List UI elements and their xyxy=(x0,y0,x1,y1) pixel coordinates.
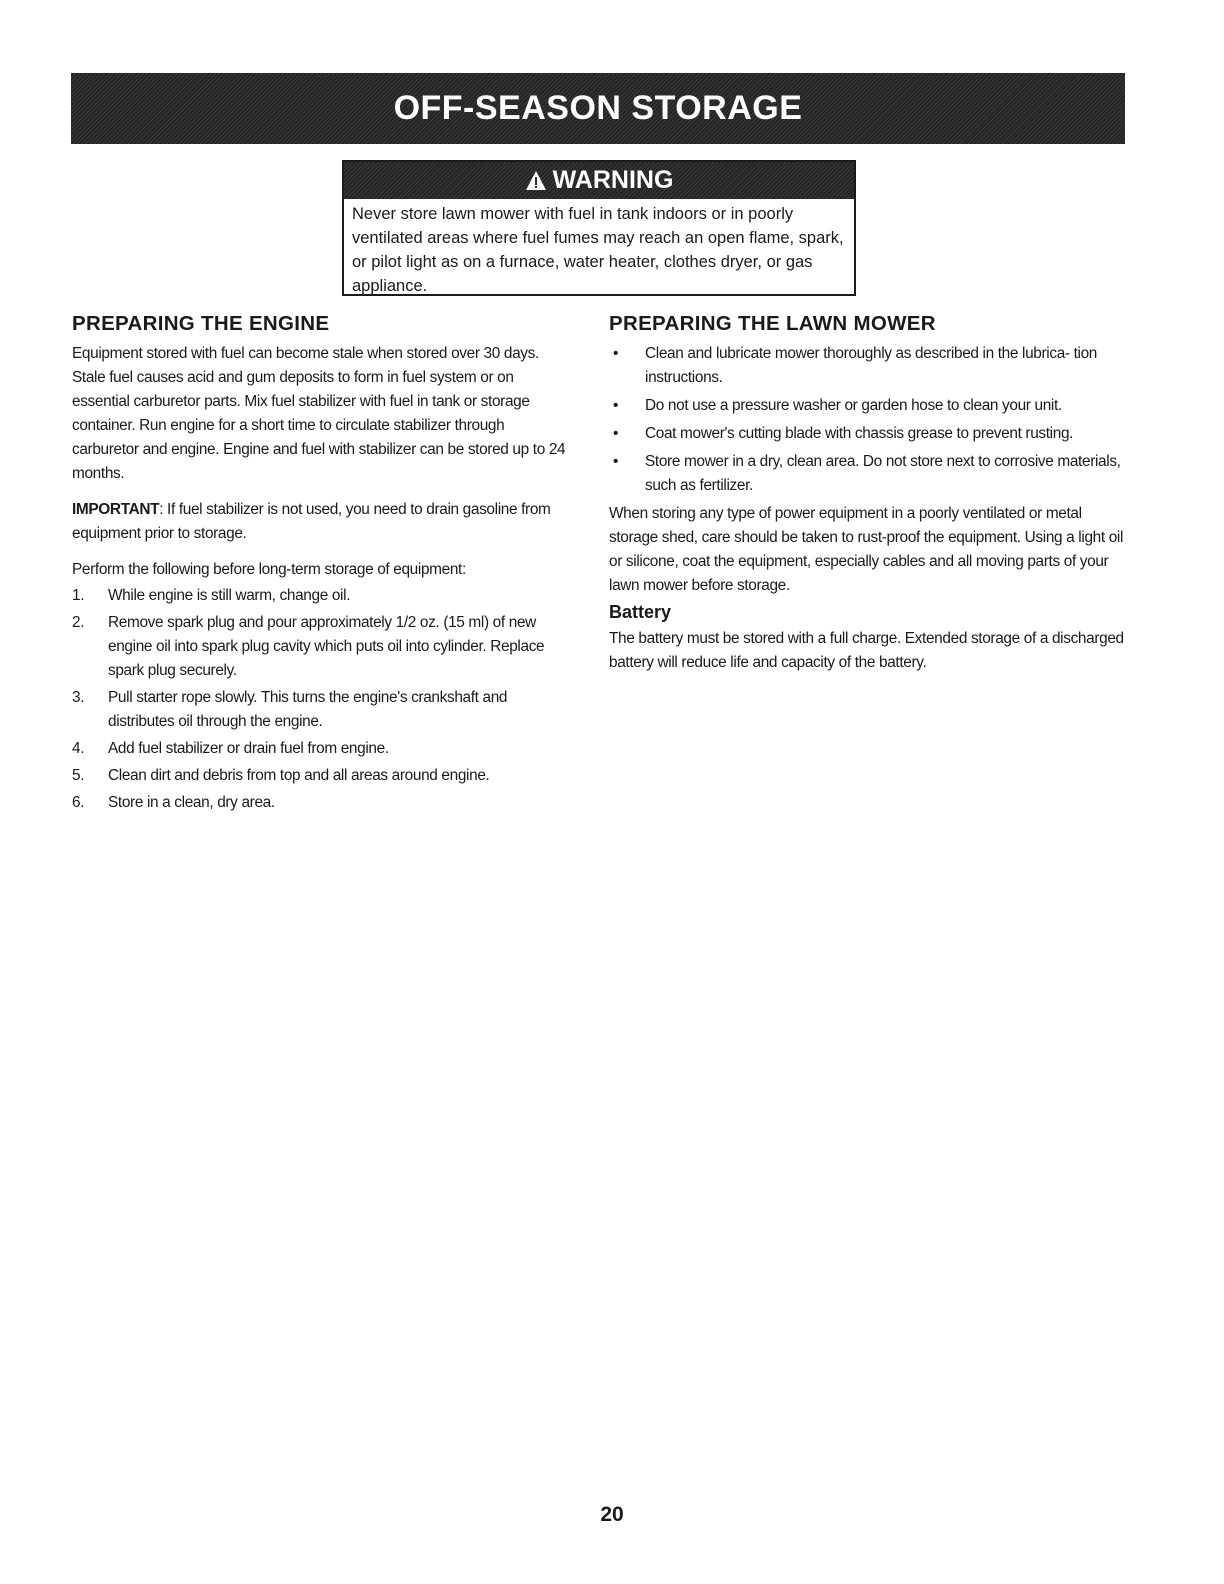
page-title: OFF-SEASON STORAGE xyxy=(393,89,803,127)
important-text: : If fuel stabilizer is not used, you need to drain gasoline from equipment prior to storage. xyxy=(72,501,551,542)
storage-text: When storing any type of power equipment in a poorly ventilated or metal storage shed, care should be taken to rust-proof the equipment. Using a light oil or silicone, coat the equipment, especially cables and all moving parts of your lawn mower before storage. xyxy=(609,505,1124,594)
mower-bullets-list xyxy=(609,342,1129,498)
bullet-icon: • xyxy=(613,453,619,470)
engine-steps-list xyxy=(72,584,572,815)
step-item xyxy=(72,791,572,815)
warning-text: Never store lawn mower with fuel in tank indoors or in poorly ventilated areas where fuel fumes may reach an open flame, spark, or pilot light as on a furnace, water heater, clothes dryer, or gas appliance. xyxy=(352,205,844,295)
step-text: Pull starter rope slowly. This turns the engine's crankshaft and distributes oil through the engine. xyxy=(108,689,508,730)
warning-triangle-icon xyxy=(525,170,547,192)
step-number: 2. xyxy=(72,614,85,631)
bullet-text: Store mower in a dry, clean area. Do not store next to corrosive materials, such as fertilizer. xyxy=(645,453,1121,494)
step-number: 4. xyxy=(72,740,85,757)
engine-heading: PREPARING THE ENGINE xyxy=(72,312,330,335)
engine-intro: Equipment stored with fuel can become stale when stored over 30 days. Stale fuel causes acid and gum deposits to form in fuel system or on essential carburetor parts. Mix fuel stabilizer with fuel in tank or storage container. Run engine for a short time to circulate stabilizer through carburetor and engine. Engine and fuel with stabilizer can be stored up to 24 months. xyxy=(72,345,566,482)
steps-intro: Perform the following before long-term storage of equipment: xyxy=(72,561,466,578)
battery-text: The battery must be stored with a full charge. Extended storage of a discharged battery will reduce life and capacity of the battery. xyxy=(609,630,1124,671)
important-label: IMPORTANT xyxy=(72,501,160,518)
step-item xyxy=(72,737,572,761)
bullet-item xyxy=(609,394,1129,418)
bullet-item xyxy=(609,342,1129,390)
step-item xyxy=(72,764,572,788)
bullet-text: Coat mower's cutting blade with chassis grease to prevent rusting. xyxy=(645,425,1074,442)
engine-section xyxy=(72,312,572,818)
bullet-text: Do not use a pressure washer or garden hose to clean your unit. xyxy=(645,397,1062,414)
step-number: 6. xyxy=(72,794,85,811)
step-number: 3. xyxy=(72,689,85,706)
bullet-item xyxy=(609,422,1129,446)
mower-heading: PREPARING THE LAWN MOWER xyxy=(609,312,936,335)
bullet-text: Clean and lubricate mower thoroughly as described in the lubrica- tion instructions. xyxy=(645,345,1098,386)
bullet-icon: • xyxy=(613,397,619,414)
warning-title: WARNING xyxy=(552,166,674,194)
step-text: Store in a clean, dry area. xyxy=(108,794,275,811)
step-text: Clean dirt and debris from top and all areas around engine. xyxy=(108,767,490,784)
important-note xyxy=(72,498,572,546)
step-text: Remove spark plug and pour approximately 1/2 oz. (15 ml) of new engine oil into spark plug cavity which puts oil into cylinder. Replace spark plug securely. xyxy=(108,614,545,679)
step-text: Add fuel stabilizer or drain fuel from engine. xyxy=(108,740,389,757)
warning-header xyxy=(344,162,854,199)
step-number: 5. xyxy=(72,767,85,784)
step-item xyxy=(72,686,572,734)
section-banner xyxy=(71,73,1125,144)
page-number: 20 xyxy=(600,1503,624,1526)
warning-box xyxy=(342,160,856,296)
step-text: While engine is still warm, change oil. xyxy=(108,587,351,604)
mower-section xyxy=(609,312,1129,687)
step-item xyxy=(72,584,572,608)
bullet-icon: • xyxy=(613,425,619,442)
bullet-icon: • xyxy=(613,345,619,362)
step-item xyxy=(72,611,572,683)
step-number: 1. xyxy=(72,587,85,604)
battery-heading: Battery xyxy=(609,602,672,622)
bullet-item xyxy=(609,450,1129,498)
